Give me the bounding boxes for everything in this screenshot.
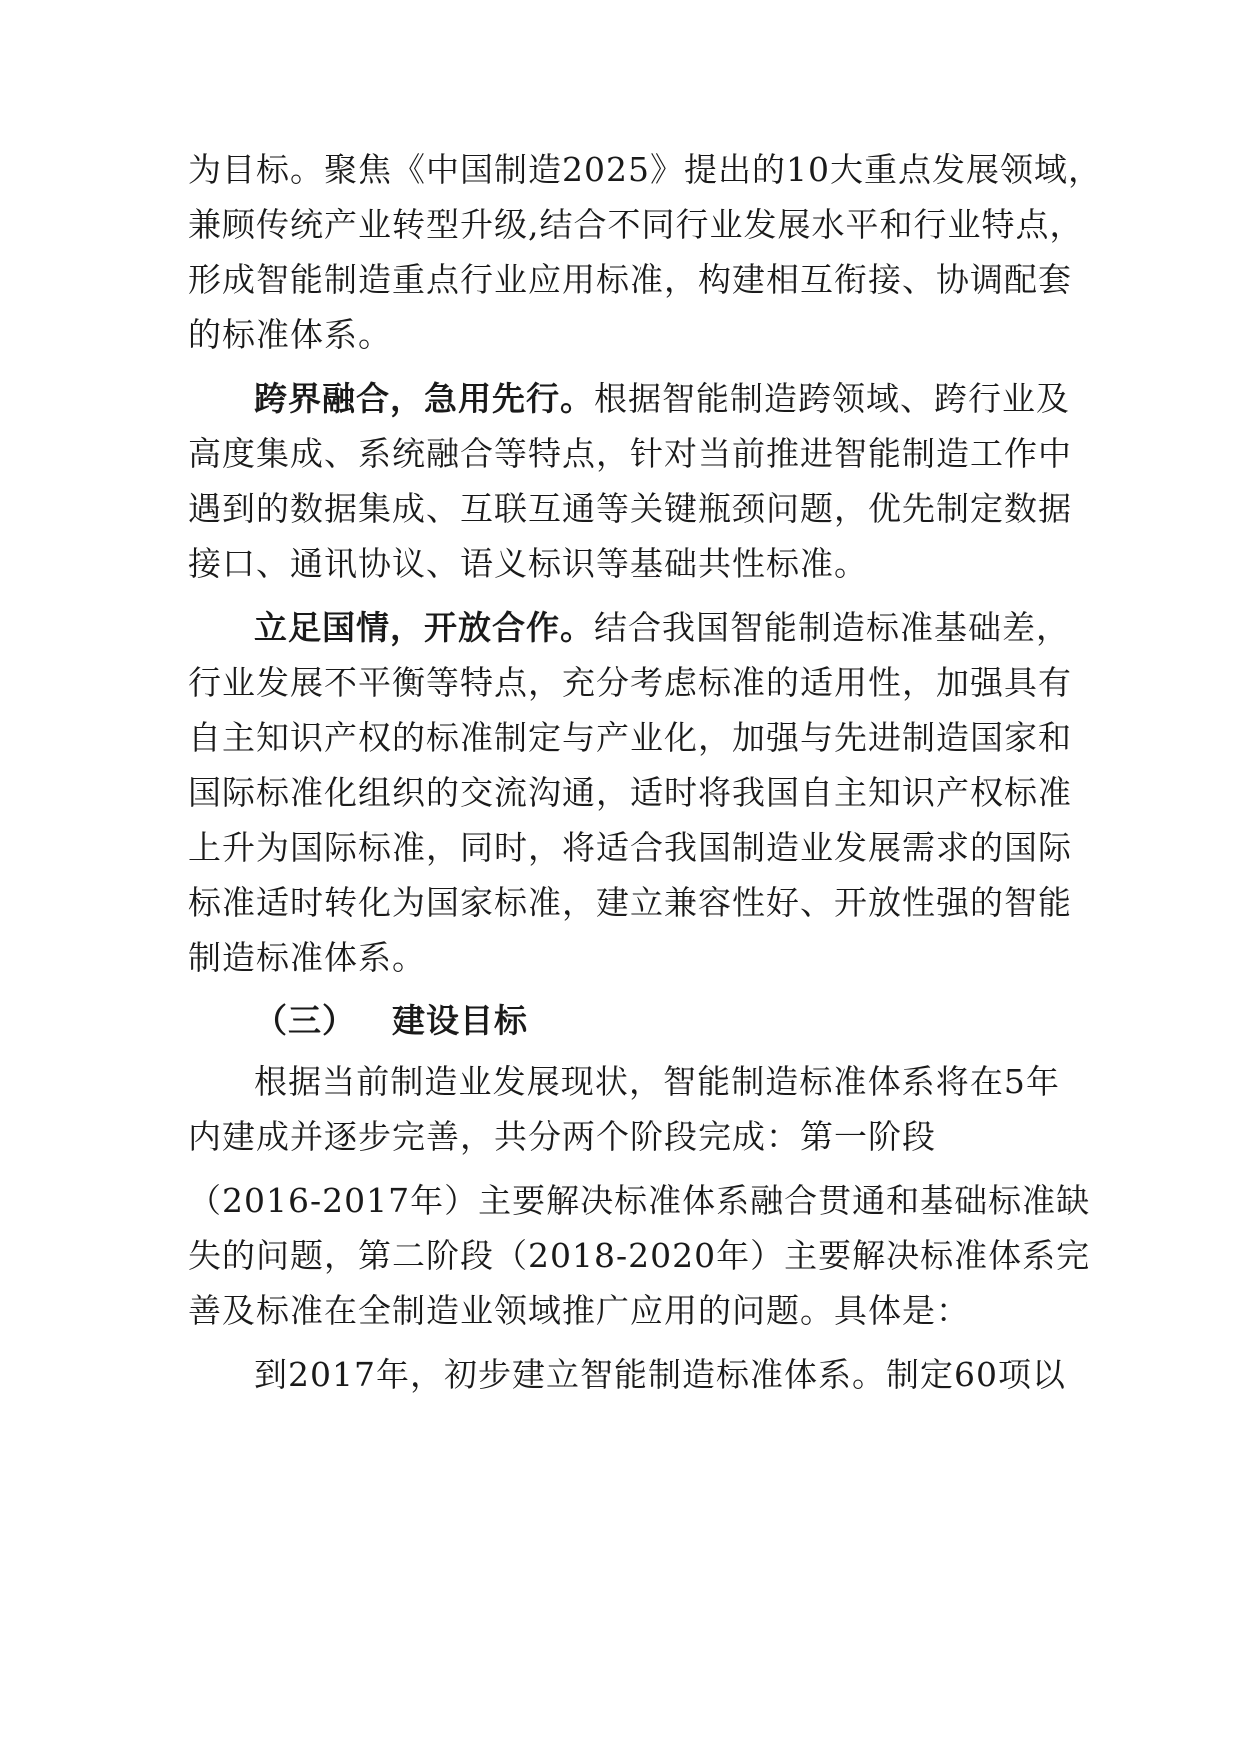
paragraph-line: 的标准体系。	[188, 315, 392, 354]
paragraph-line: 兼顾传统产业转型升级,结合不同行业发展水平和行业特点，	[188, 205, 1084, 244]
paragraph-first-line	[254, 379, 1070, 419]
section-title: 建设目标	[392, 1001, 528, 1040]
paragraph-line: 上升为国际标准，同时，将适合我国制造业发展需求的国际	[188, 828, 1072, 867]
paragraph-first-line: 根据当前制造业发展现状，智能制造标准体系将在5年	[254, 1062, 1060, 1101]
paragraph-line: （2016-2017年）主要解决标准体系融合贯通和基础标准缺	[188, 1181, 1091, 1220]
paragraph-line: 自主知识产权的标准制定与产业化，加强与先进制造国家和	[188, 718, 1072, 757]
paragraph-line: 为目标。聚焦《中国制造2025》提出的10大重点发展领域，	[188, 150, 1102, 189]
section-heading	[254, 1001, 1060, 1041]
paragraph-text: 根据智能制造跨领域、跨行业及	[594, 379, 1070, 418]
paragraph-line: 制造标准体系。	[188, 938, 426, 977]
paragraph-line: 标准适时转化为国家标准，建立兼容性好、开放性强的智能	[188, 883, 1072, 922]
paragraph-first-line	[254, 608, 1070, 648]
paragraph-line: 接口、通讯协议、语义标识等基础共性标准。	[188, 544, 868, 583]
paragraph-text: 结合我国智能制造标准基础差，	[594, 608, 1070, 647]
paragraph-line: 形成智能制造重点行业应用标准，构建相互衔接、协调配套	[188, 260, 1072, 299]
paragraph-heading: 跨界融合，急用先行。	[254, 379, 594, 418]
paragraph-line: 高度集成、系统融合等特点，针对当前推进智能制造工作中	[188, 434, 1072, 473]
section-number: （三）	[254, 1001, 356, 1040]
paragraph-line: 内建成并逐步完善，共分两个阶段完成：第一阶段	[188, 1117, 936, 1156]
paragraph-line: 行业发展不平衡等特点，充分考虑标准的适用性，加强具有	[188, 663, 1072, 702]
paragraph-line: 善及标准在全制造业领域推广应用的问题。具体是：	[188, 1291, 970, 1330]
paragraph-line: 国际标准化组织的交流沟通，适时将我国自主知识产权标准	[188, 773, 1072, 812]
paragraph-first-line: 到2017年，初步建立智能制造标准体系。制定60项以	[254, 1355, 1066, 1394]
paragraph-line: 失的问题，第二阶段（2018-2020年）主要解决标准体系完	[188, 1236, 1091, 1275]
paragraph-line: 遇到的数据集成、互联互通等关键瓶颈问题，优先制定数据	[188, 489, 1072, 528]
paragraph-heading: 立足国情，开放合作。	[254, 608, 594, 647]
